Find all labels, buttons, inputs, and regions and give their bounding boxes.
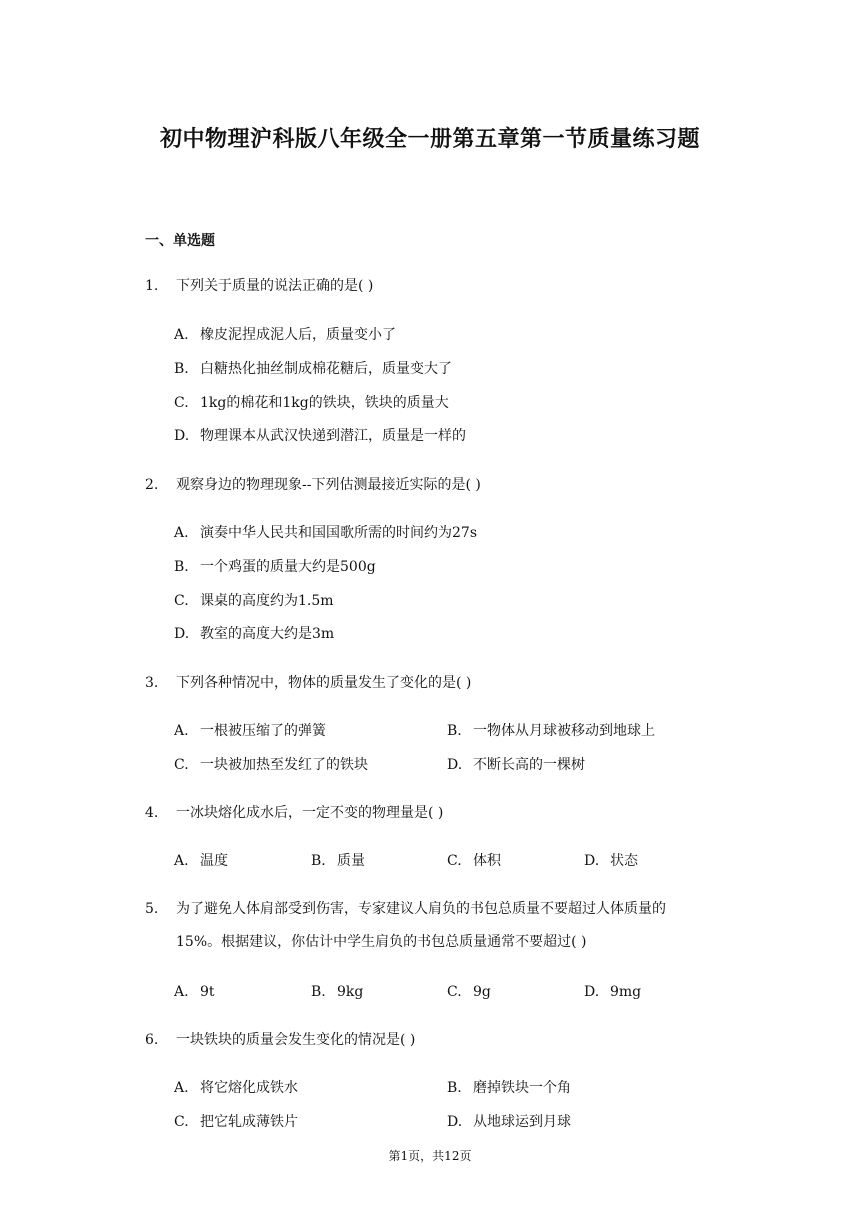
option-b: [174, 359, 452, 379]
question-3: [145, 667, 725, 700]
option-letter: D.: [447, 757, 463, 773]
question-5: [145, 893, 725, 959]
option-letter: C.: [174, 1114, 189, 1130]
option-text: 1kg的棉花和1kg的铁块，铁块的质量大: [200, 395, 449, 411]
option-text: 物理课本从武汉快递到潜江，质量是一样的: [200, 428, 466, 444]
option-letter: C.: [174, 593, 189, 609]
option-letter: A.: [174, 853, 189, 869]
question-stem: 一冰块熔化成水后，一定不变的物理量是( ): [176, 805, 444, 821]
option-b: [311, 982, 363, 1002]
option-letter: D.: [584, 853, 600, 869]
option-letter: D.: [447, 1114, 463, 1130]
option-text: 演奏中华人民共和国国歌所需的时间约为27s: [200, 525, 477, 541]
option-text: 不断长高的一棵树: [473, 757, 585, 773]
option-a: [174, 851, 228, 871]
option-c: [174, 591, 334, 611]
option-a: [174, 1078, 298, 1098]
option-text: 教室的高度大约是3m: [200, 626, 335, 642]
option-letter: A.: [174, 1080, 189, 1096]
option-text: 课桌的高度约为1.5m: [200, 593, 334, 609]
option-text: 状态: [610, 853, 638, 869]
option-text: 9kg: [337, 984, 364, 1000]
option-text: 9mg: [610, 984, 642, 1000]
question-4: [145, 797, 725, 830]
option-letter: C.: [174, 395, 189, 411]
option-text: 一个鸡蛋的质量大约是500g: [200, 559, 376, 575]
option-b: [174, 557, 376, 577]
question-number: 4.: [145, 805, 159, 821]
option-d: [174, 624, 334, 644]
option-a: [174, 982, 215, 1002]
option-text: 磨掉铁块一个角: [473, 1080, 571, 1096]
option-text: 从地球运到月球: [473, 1114, 571, 1130]
option-text: 橡皮泥捏成泥人后，质量变小了: [200, 327, 396, 343]
option-d: [584, 982, 641, 1002]
option-text: 将它熔化成铁水: [200, 1080, 298, 1096]
option-letter: A.: [174, 723, 189, 739]
option-letter: B.: [174, 559, 189, 575]
question-1: [145, 270, 725, 303]
option-letter: A.: [174, 327, 189, 343]
option-text: 9t: [200, 984, 215, 1000]
option-c: [447, 982, 491, 1002]
option-c: [174, 393, 449, 413]
question-6: [145, 1024, 725, 1057]
option-text: 体积: [473, 853, 501, 869]
option-letter: D.: [174, 626, 190, 642]
option-text: 质量: [337, 853, 365, 869]
option-text: 一块被加热至发红了的铁块: [200, 757, 368, 773]
question-number: 5.: [145, 901, 159, 917]
option-letter: D.: [584, 984, 600, 1000]
option-text: 9g: [473, 984, 491, 1000]
option-text: 一根被压缩了的弹簧: [200, 723, 326, 739]
question-number: 2.: [145, 477, 159, 493]
option-letter: C.: [447, 853, 462, 869]
question-stem: 下列关于质量的说法正确的是( ): [176, 278, 374, 294]
option-text: 把它轧成薄铁片: [200, 1114, 298, 1130]
option-letter: B.: [174, 361, 189, 377]
option-d: [447, 1112, 571, 1132]
option-d: [174, 426, 466, 446]
page-title: 初中物理沪科版八年级全一册第五章第一节质量练习题: [159, 126, 700, 152]
option-b: [447, 1078, 571, 1098]
option-letter: A.: [174, 525, 189, 541]
option-letter: B.: [447, 1080, 462, 1096]
option-c: [174, 755, 368, 775]
option-text: 白糖热化抽丝制成棉花糖后，质量变大了: [200, 361, 452, 377]
option-letter: B.: [311, 984, 326, 1000]
option-text: 温度: [200, 853, 228, 869]
option-letter: A.: [174, 984, 189, 1000]
option-letter: C.: [447, 984, 462, 1000]
option-text: 一物体从月球被移动到地球上: [473, 723, 655, 739]
option-letter: D.: [174, 428, 190, 444]
question-stem-line-2: 15%。根据建议，你估计中学生肩负的书包总质量通常不要超过( ): [176, 934, 587, 950]
option-d: [584, 851, 638, 871]
option-c: [174, 1112, 298, 1132]
question-stem: 观察身边的物理现象--下列估测最接近实际的是( ): [176, 477, 481, 493]
option-a: [174, 523, 477, 543]
option-c: [447, 851, 501, 871]
question-number: 1.: [145, 278, 159, 294]
option-b: [311, 851, 365, 871]
option-letter: C.: [174, 757, 189, 773]
section-heading: 一、单选题: [145, 233, 215, 249]
option-letter: B.: [447, 723, 462, 739]
option-d: [447, 755, 585, 775]
option-letter: B.: [311, 853, 326, 869]
question-stem: 下列各种情况中，物体的质量发生了变化的是( ): [176, 675, 472, 691]
option-b: [447, 721, 655, 741]
question-2: [145, 469, 725, 502]
option-a: [174, 721, 326, 741]
page-footer: 第1页，共12页: [388, 1149, 472, 1163]
option-a: [174, 325, 396, 345]
question-stem-line-1: 为了避免人体肩部受到伤害，专家建议人肩负的书包总质量不要超过人体质量的: [176, 901, 666, 917]
question-number: 3.: [145, 675, 159, 691]
question-number: 6.: [145, 1032, 159, 1048]
question-stem: 一块铁块的质量会发生变化的情况是( ): [176, 1032, 416, 1048]
